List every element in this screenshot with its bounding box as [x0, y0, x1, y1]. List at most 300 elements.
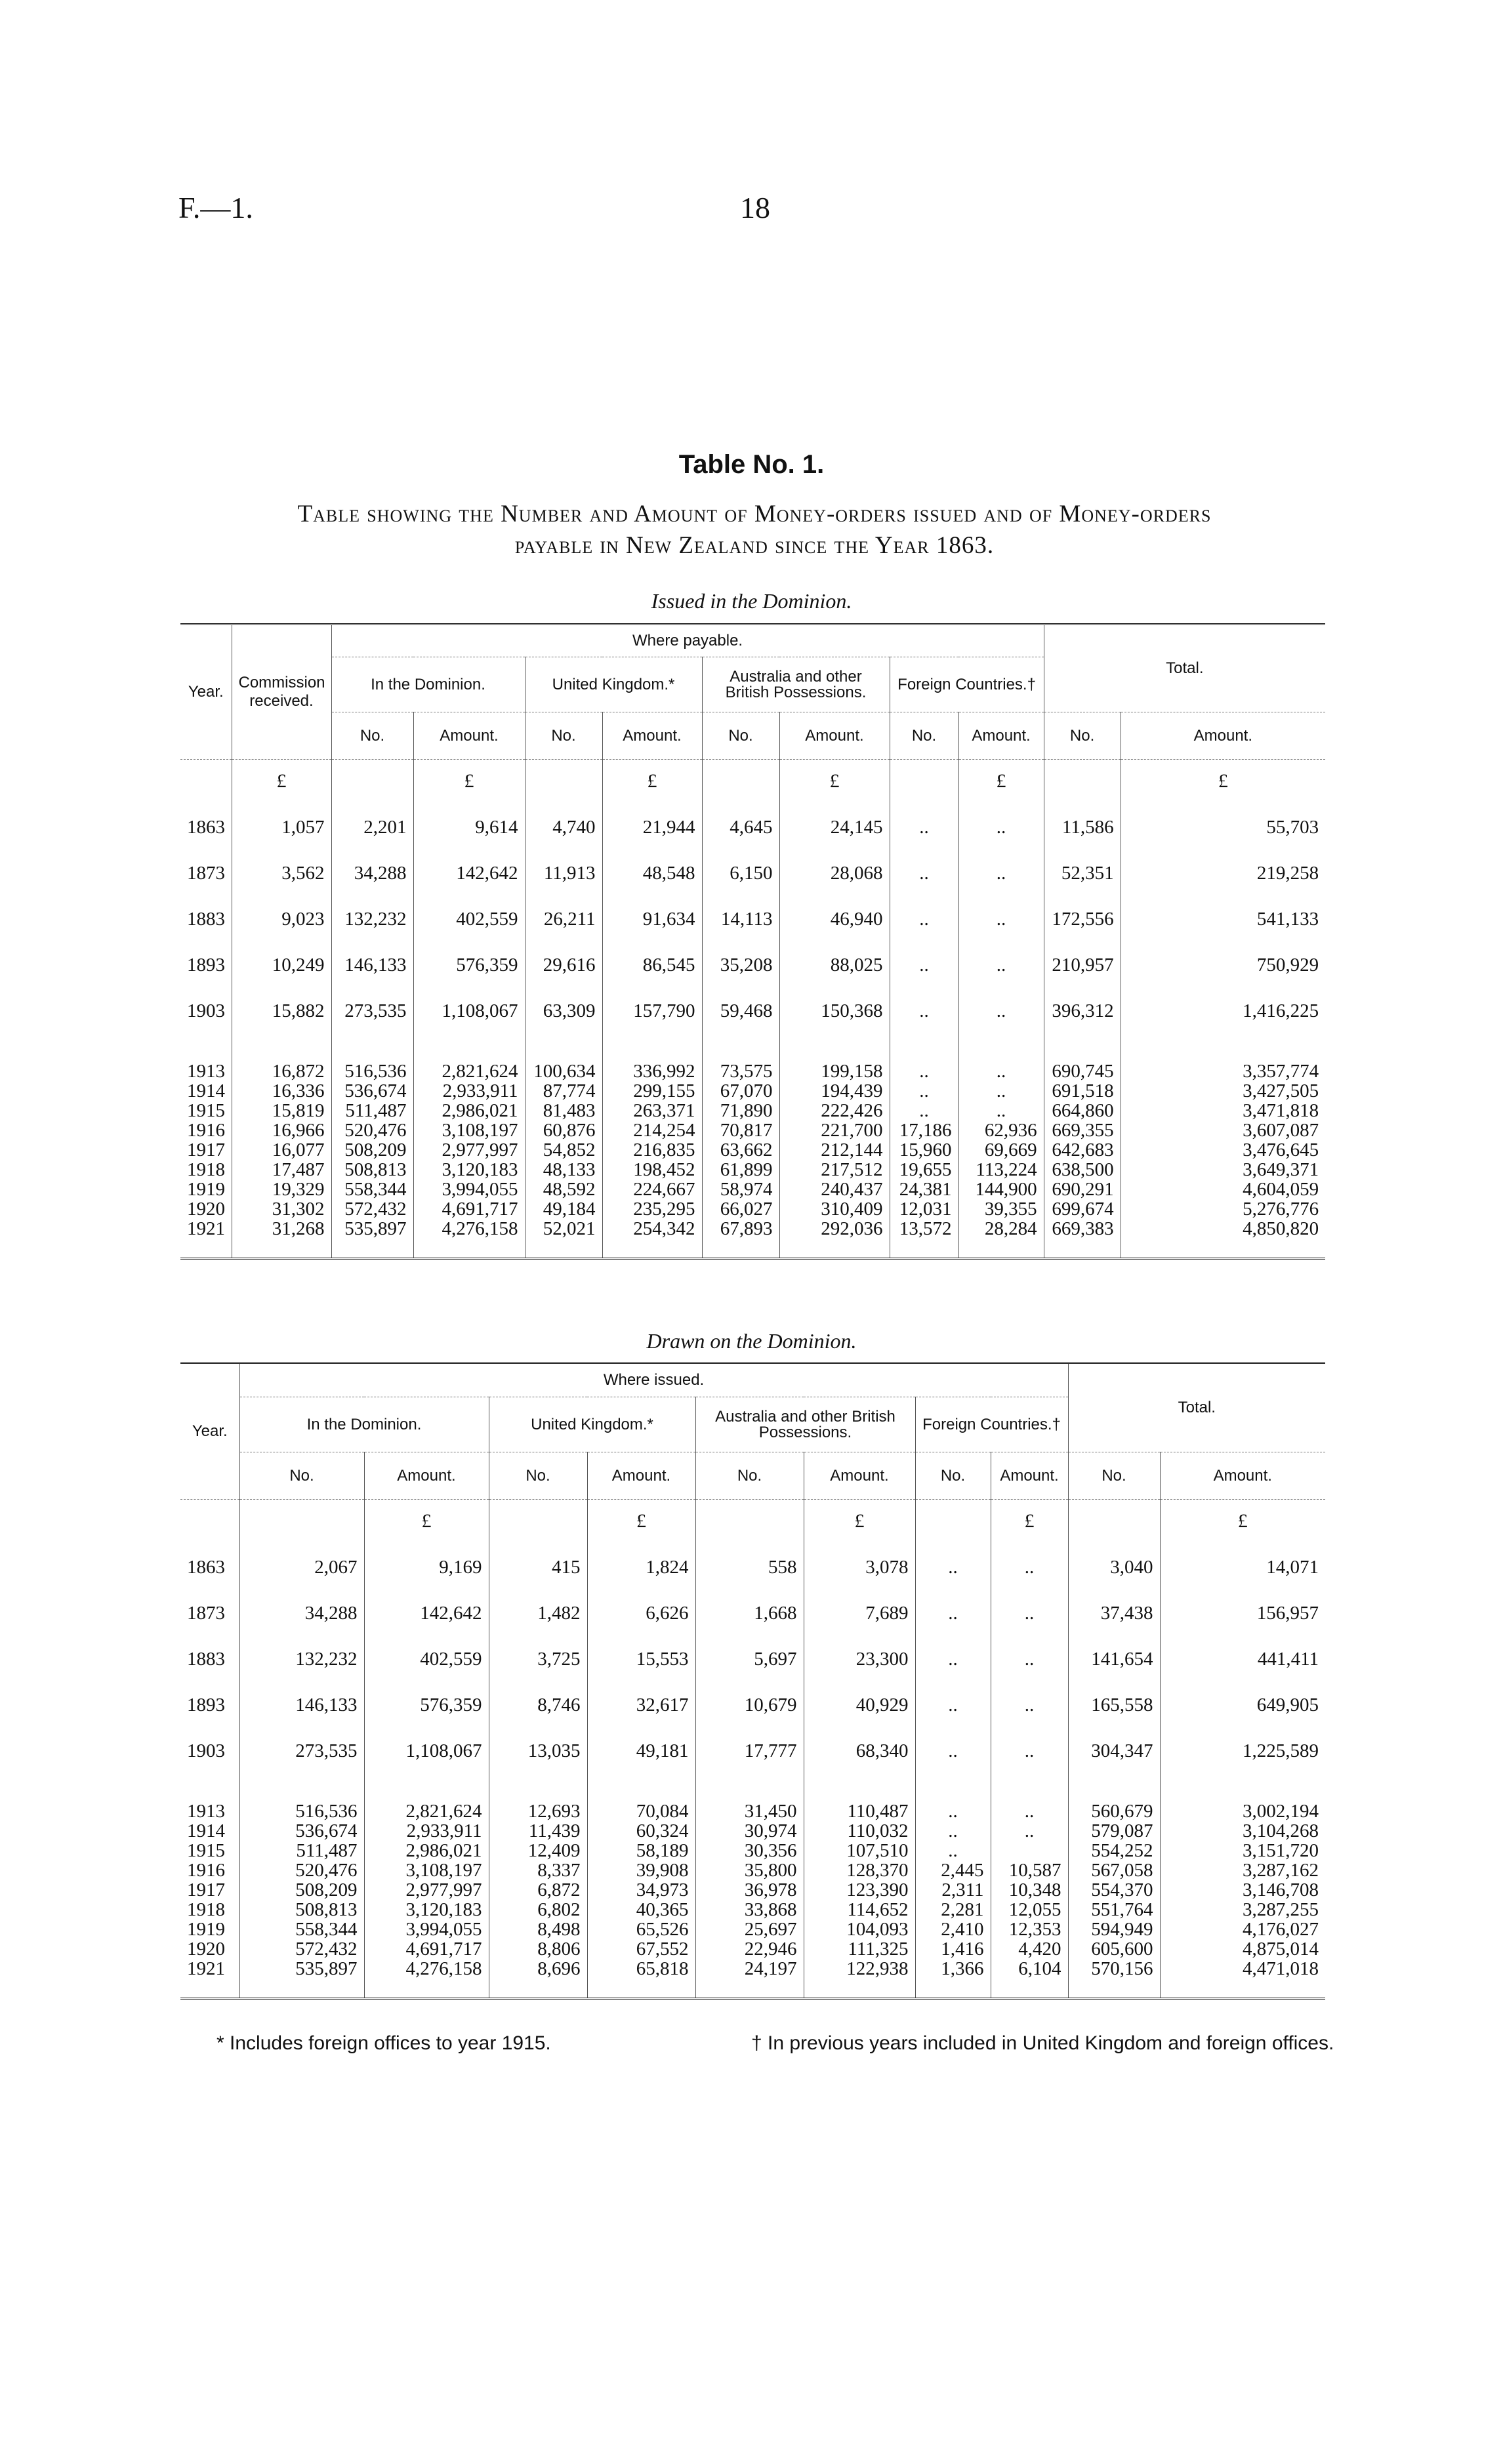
value-cell: 58,189: [587, 1841, 695, 1860]
value-cell: 3,562: [232, 838, 331, 884]
value-cell: 511,487: [331, 1101, 413, 1120]
pound-sign: £: [232, 760, 331, 793]
value-cell: 3,649,371: [1243, 1160, 1319, 1180]
table-row: [180, 1670, 1325, 1716]
value-cell: 299,155: [602, 1081, 702, 1101]
value-cell: 15,819: [232, 1101, 331, 1120]
no-header: No.: [890, 712, 958, 760]
value-cell: 4,604,059: [1243, 1180, 1319, 1199]
value-cell: 11,439: [489, 1821, 587, 1841]
drawn-table: [180, 1362, 1325, 2000]
value-cell: ..: [958, 1022, 1044, 1081]
value-cell: 520,476: [331, 1120, 413, 1140]
value-cell: ..: [915, 1821, 991, 1841]
value-cell: 560,679: [1068, 1762, 1160, 1821]
value-cell: 91,634: [602, 884, 702, 930]
value-cell: 699,674: [1044, 1199, 1121, 1219]
value-cell: 25,697: [695, 1920, 804, 1939]
value-cell: 22,946: [695, 1939, 804, 1959]
value-cell: 12,353: [991, 1920, 1068, 1939]
no-header: No.: [489, 1452, 587, 1500]
value-cell: 536,674: [331, 1081, 413, 1101]
value-cell: ..: [991, 1624, 1068, 1670]
value-cell: ..: [958, 792, 1044, 838]
page-number: 18: [740, 191, 770, 224]
value-cell: 570,156: [1068, 1959, 1160, 1979]
value-cell: 1,108,067: [413, 976, 525, 1022]
year-cell: 1919: [180, 1180, 232, 1199]
value-cell: 48,548: [602, 838, 702, 884]
year-cell: 1921: [180, 1219, 232, 1239]
table-row: [180, 792, 1325, 838]
value-cell: 32,617: [587, 1670, 695, 1716]
value-cell: 579,087: [1068, 1821, 1160, 1841]
value-cell: 6,104: [991, 1959, 1068, 1979]
table-row: [180, 1841, 1325, 1860]
value-cell: 63,309: [525, 976, 602, 1022]
pound-sign: £: [1218, 770, 1228, 792]
in-dominion-header: In the Dominion.: [331, 657, 525, 712]
value-cell: 86,545: [602, 930, 702, 976]
value-cell: 750,929: [1256, 955, 1319, 975]
value-cell: 49,184: [525, 1199, 602, 1219]
value-cell: 141,654: [1068, 1624, 1160, 1670]
value-cell: ..: [991, 1762, 1068, 1821]
value-cell: 3,287,162: [1243, 1860, 1319, 1880]
value-cell: 7,689: [804, 1578, 915, 1624]
year-cell: 1883: [180, 1624, 239, 1670]
value-cell: 669,383: [1044, 1219, 1121, 1239]
value-cell: 10,679: [695, 1670, 804, 1716]
value-cell: 23,300: [804, 1624, 915, 1670]
amount-header: Amount.: [364, 1452, 489, 1500]
table-row: [180, 1101, 1325, 1120]
value-cell: 17,777: [695, 1716, 804, 1762]
no-header: No.: [702, 712, 779, 760]
value-cell: 2,933,911: [413, 1081, 525, 1101]
table-title-line-2: payable in New Zealand since the Year 1863.: [514, 532, 995, 559]
value-cell: 336,992: [602, 1022, 702, 1081]
value-cell: 1,225,589: [1243, 1740, 1319, 1761]
value-cell: 1,416: [915, 1939, 991, 1959]
value-cell: 638,500: [1044, 1160, 1121, 1180]
value-cell: 24,197: [695, 1959, 804, 1979]
value-cell: ..: [915, 1716, 991, 1762]
value-cell: 235,295: [602, 1199, 702, 1219]
value-cell: 46,940: [779, 884, 890, 930]
year-header: Year.: [180, 625, 232, 760]
value-cell: 2,986,021: [364, 1841, 489, 1860]
value-cell: 55,703: [1266, 817, 1319, 838]
table-row: [180, 1821, 1325, 1841]
no-header: No.: [915, 1452, 991, 1500]
amount-header: Amount.: [1193, 726, 1253, 745]
value-cell: 36,978: [695, 1880, 804, 1900]
value-cell: 6,150: [702, 838, 779, 884]
value-cell: 222,426: [779, 1101, 890, 1120]
value-cell: 402,559: [413, 884, 525, 930]
pound-sign: £: [587, 1500, 695, 1533]
year-header: Year.: [180, 1363, 239, 1500]
no-header: No.: [1044, 712, 1121, 760]
year-cell: 1918: [180, 1160, 232, 1180]
value-cell: 576,359: [364, 1670, 489, 1716]
value-cell: 2,933,911: [364, 1821, 489, 1841]
value-cell: [991, 1841, 1068, 1860]
value-cell: 572,432: [239, 1939, 364, 1959]
value-cell: 31,268: [232, 1219, 331, 1239]
value-cell: 649,905: [1256, 1694, 1319, 1715]
year-cell: 1915: [180, 1101, 232, 1120]
value-cell: 100,634: [525, 1022, 602, 1081]
value-cell: ..: [958, 884, 1044, 930]
value-cell: 605,600: [1068, 1939, 1160, 1959]
value-cell: 9,614: [413, 792, 525, 838]
value-cell: ..: [890, 1022, 958, 1081]
table-row: [180, 1081, 1325, 1101]
where-payable-header: Where payable.: [331, 625, 1044, 657]
value-cell: 165,558: [1068, 1670, 1160, 1716]
value-cell: ..: [991, 1532, 1068, 1578]
value-cell: 16,872: [232, 1022, 331, 1081]
value-cell: 219,258: [1256, 863, 1319, 884]
value-cell: 87,774: [525, 1081, 602, 1101]
value-cell: ..: [890, 930, 958, 976]
pound-sign: £: [602, 760, 702, 793]
year-cell: 1917: [180, 1140, 232, 1160]
value-cell: ..: [890, 1101, 958, 1120]
value-cell: 12,055: [991, 1900, 1068, 1920]
value-cell: 59,468: [702, 976, 779, 1022]
value-cell: 4,645: [702, 792, 779, 838]
value-cell: 21,944: [602, 792, 702, 838]
value-cell: 110,487: [804, 1762, 915, 1821]
value-cell: 3,120,183: [413, 1160, 525, 1180]
value-cell: ..: [915, 1841, 991, 1860]
value-cell: 132,232: [239, 1624, 364, 1670]
table-number: Table No. 1.: [678, 450, 825, 479]
value-cell: 2,311: [915, 1880, 991, 1900]
table-row: [180, 1219, 1325, 1239]
value-cell: 224,667: [602, 1180, 702, 1199]
no-header: No.: [525, 712, 602, 760]
value-cell: 6,802: [489, 1900, 587, 1920]
value-cell: 2,821,624: [413, 1022, 525, 1081]
table-row: [180, 1578, 1325, 1624]
value-cell: 123,390: [804, 1880, 915, 1900]
value-cell: 28,284: [958, 1219, 1044, 1239]
value-cell: 3,427,505: [1243, 1081, 1319, 1101]
year-cell: 1916: [180, 1120, 232, 1140]
table-row: [180, 1860, 1325, 1880]
value-cell: 4,176,027: [1243, 1920, 1319, 1939]
issued-table: [180, 623, 1325, 1260]
year-cell: 1863: [180, 1532, 239, 1578]
no-header: No.: [239, 1452, 364, 1500]
value-cell: 194,439: [779, 1081, 890, 1101]
value-cell: 16,336: [232, 1081, 331, 1101]
value-cell: 3,078: [804, 1532, 915, 1578]
value-cell: 29,616: [525, 930, 602, 976]
table-row: [180, 1199, 1325, 1219]
value-cell: 142,642: [364, 1578, 489, 1624]
value-cell: 62,936: [958, 1120, 1044, 1140]
value-cell: 3,108,197: [364, 1860, 489, 1880]
value-cell: ..: [958, 976, 1044, 1022]
value-cell: 516,536: [331, 1022, 413, 1081]
value-cell: ..: [890, 792, 958, 838]
year-cell: 1913: [180, 1762, 239, 1821]
value-cell: 1,482: [489, 1578, 587, 1624]
value-cell: 221,700: [779, 1120, 890, 1140]
value-cell: 12,031: [890, 1199, 958, 1219]
value-cell: 52,021: [525, 1219, 602, 1239]
year-cell: 1863: [180, 792, 232, 838]
amount-header: Amount.: [602, 712, 702, 760]
value-cell: 273,535: [331, 976, 413, 1022]
value-cell: 60,324: [587, 1821, 695, 1841]
value-cell: 132,232: [331, 884, 413, 930]
value-cell: ..: [890, 1081, 958, 1101]
value-cell: 217,512: [779, 1160, 890, 1180]
value-cell: 157,790: [602, 976, 702, 1022]
value-cell: 441,411: [1257, 1649, 1319, 1670]
year-cell: 1914: [180, 1821, 239, 1841]
value-cell: 554,252: [1068, 1841, 1160, 1860]
value-cell: 5,697: [695, 1624, 804, 1670]
value-cell: 70,084: [587, 1762, 695, 1821]
value-cell: 415: [489, 1532, 587, 1578]
value-cell: 65,526: [587, 1920, 695, 1939]
value-cell: 1,366: [915, 1959, 991, 1979]
value-cell: ..: [890, 838, 958, 884]
value-cell: 111,325: [804, 1939, 915, 1959]
value-cell: 8,746: [489, 1670, 587, 1716]
year-cell: 1903: [180, 1716, 239, 1762]
value-cell: 554,370: [1068, 1880, 1160, 1900]
issued-section-caption: Issued in the Dominion.: [651, 589, 852, 613]
value-cell: 24,145: [779, 792, 890, 838]
value-cell: 2,201: [331, 792, 413, 838]
value-cell: 48,133: [525, 1160, 602, 1180]
value-cell: 2,977,997: [364, 1880, 489, 1900]
value-cell: 3,607,087: [1243, 1120, 1319, 1140]
value-cell: 310,409: [779, 1199, 890, 1219]
drawn-section-caption: Drawn on the Dominion.: [646, 1329, 857, 1353]
value-cell: 216,835: [602, 1140, 702, 1160]
total-header: Total.: [1068, 1363, 1325, 1452]
year-cell: 1913: [180, 1022, 232, 1081]
value-cell: 73,575: [702, 1022, 779, 1081]
footnote-previous-years: † In previous years included in United Kingdom and foreign offices.: [751, 2032, 1334, 2054]
year-cell: 1918: [180, 1900, 239, 1920]
value-cell: 3,725: [489, 1624, 587, 1670]
year-cell: 1893: [180, 930, 232, 976]
value-cell: 28,068: [779, 838, 890, 884]
value-cell: 3,108,197: [413, 1120, 525, 1140]
no-header: No.: [331, 712, 413, 760]
value-cell: ..: [958, 1101, 1044, 1120]
table-row: [180, 1716, 1325, 1762]
value-cell: ..: [991, 1716, 1068, 1762]
value-cell: 61,899: [702, 1160, 779, 1180]
value-cell: 2,067: [239, 1532, 364, 1578]
value-cell: 558,344: [331, 1180, 413, 1199]
value-cell: 16,077: [232, 1140, 331, 1160]
value-cell: ..: [991, 1670, 1068, 1716]
value-cell: 8,696: [489, 1959, 587, 1979]
value-cell: 14,071: [1266, 1557, 1319, 1578]
value-cell: 13,572: [890, 1219, 958, 1239]
value-cell: 66,027: [702, 1199, 779, 1219]
pound-sign: £: [958, 760, 1044, 793]
table-row: [180, 1762, 1325, 1821]
value-cell: 642,683: [1044, 1140, 1121, 1160]
value-cell: 4,276,158: [364, 1959, 489, 1979]
no-header: No.: [695, 1452, 804, 1500]
value-cell: 1,668: [695, 1578, 804, 1624]
value-cell: 34,288: [331, 838, 413, 884]
year-cell: 1917: [180, 1880, 239, 1900]
value-cell: 12,409: [489, 1841, 587, 1860]
value-cell: 69,669: [958, 1140, 1044, 1160]
amount-header: Amount.: [413, 712, 525, 760]
value-cell: 156,957: [1256, 1603, 1319, 1624]
value-cell: 107,510: [804, 1841, 915, 1860]
value-cell: 54,852: [525, 1140, 602, 1160]
value-cell: 664,860: [1044, 1101, 1121, 1120]
year-cell: 1920: [180, 1939, 239, 1959]
pound-sign: £: [991, 1500, 1068, 1533]
commission-header: Commission received.: [232, 625, 331, 760]
value-cell: 67,893: [702, 1219, 779, 1239]
pound-sign: £: [804, 1500, 915, 1533]
value-cell: 15,553: [587, 1624, 695, 1670]
value-cell: 263,371: [602, 1101, 702, 1120]
value-cell: ..: [958, 838, 1044, 884]
value-cell: 3,002,194: [1243, 1801, 1319, 1821]
value-cell: 16,966: [232, 1120, 331, 1140]
value-cell: 13,035: [489, 1716, 587, 1762]
foreign-countries-header: Foreign Countries.†: [890, 657, 1044, 712]
value-cell: 396,312: [1044, 976, 1121, 1022]
value-cell: 558: [695, 1532, 804, 1578]
australia-header: Australia and other British Possessions.: [702, 657, 890, 712]
value-cell: 58,974: [702, 1180, 779, 1199]
year-cell: 1903: [180, 976, 232, 1022]
value-cell: 24,381: [890, 1180, 958, 1199]
value-cell: 4,875,014: [1243, 1939, 1319, 1959]
value-cell: 2,977,997: [413, 1140, 525, 1160]
value-cell: 33,868: [695, 1900, 804, 1920]
value-cell: 14,113: [702, 884, 779, 930]
value-cell: 26,211: [525, 884, 602, 930]
value-cell: 3,104,268: [1243, 1821, 1319, 1841]
value-cell: ..: [958, 930, 1044, 976]
amount-header: Amount.: [804, 1452, 915, 1500]
value-cell: 4,276,158: [413, 1219, 525, 1239]
value-cell: 172,556: [1044, 884, 1121, 930]
value-cell: 6,872: [489, 1880, 587, 1900]
value-cell: 535,897: [239, 1959, 364, 1979]
year-cell: 1921: [180, 1959, 239, 1979]
value-cell: 8,337: [489, 1860, 587, 1880]
value-cell: 508,813: [331, 1160, 413, 1180]
value-cell: 15,882: [232, 976, 331, 1022]
pound-sign: £: [779, 760, 890, 793]
value-cell: 2,445: [915, 1860, 991, 1880]
value-cell: 576,359: [413, 930, 525, 976]
value-cell: 34,288: [239, 1578, 364, 1624]
value-cell: 3,120,183: [364, 1900, 489, 1920]
value-cell: 31,450: [695, 1762, 804, 1821]
australia-header: Australia and other British Possessions.: [695, 1397, 915, 1452]
total-header: Total.: [1044, 625, 1325, 712]
value-cell: 558,344: [239, 1920, 364, 1939]
value-cell: 508,209: [239, 1880, 364, 1900]
value-cell: 254,342: [602, 1219, 702, 1239]
value-cell: 30,356: [695, 1841, 804, 1860]
value-cell: 49,181: [587, 1716, 695, 1762]
table-row: [180, 1160, 1325, 1180]
value-cell: 198,452: [602, 1160, 702, 1180]
value-cell: 669,355: [1044, 1120, 1121, 1140]
value-cell: 516,536: [239, 1762, 364, 1821]
value-cell: 535,897: [331, 1219, 413, 1239]
table-row: [180, 976, 1325, 1022]
value-cell: 11,913: [525, 838, 602, 884]
value-cell: 691,518: [1044, 1081, 1121, 1101]
value-cell: 572,432: [331, 1199, 413, 1219]
value-cell: 292,036: [779, 1219, 890, 1239]
value-cell: 567,058: [1068, 1860, 1160, 1880]
value-cell: 4,420: [991, 1939, 1068, 1959]
value-cell: 690,745: [1044, 1022, 1121, 1081]
value-cell: 690,291: [1044, 1180, 1121, 1199]
value-cell: 4,691,717: [413, 1199, 525, 1219]
value-cell: 2,281: [915, 1900, 991, 1920]
value-cell: 3,040: [1068, 1532, 1160, 1578]
value-cell: ..: [915, 1670, 991, 1716]
value-cell: 10,587: [991, 1860, 1068, 1880]
value-cell: ..: [991, 1821, 1068, 1841]
table-row: [180, 1900, 1325, 1920]
value-cell: 214,254: [602, 1120, 702, 1140]
value-cell: 48,592: [525, 1180, 602, 1199]
table-row: [180, 838, 1325, 884]
value-cell: 70,817: [702, 1120, 779, 1140]
value-cell: 3,994,055: [413, 1180, 525, 1199]
table-row: [180, 1920, 1325, 1939]
value-cell: ..: [890, 976, 958, 1022]
amount-header: Amount.: [1213, 1466, 1272, 1485]
value-cell: 2,986,021: [413, 1101, 525, 1120]
value-cell: 122,938: [804, 1959, 915, 1979]
value-cell: 128,370: [804, 1860, 915, 1880]
value-cell: 40,929: [804, 1670, 915, 1716]
value-cell: 10,348: [991, 1880, 1068, 1900]
value-cell: ..: [890, 884, 958, 930]
value-cell: ..: [991, 1578, 1068, 1624]
value-cell: 67,070: [702, 1081, 779, 1101]
document-code: F.—1.: [178, 191, 253, 224]
value-cell: 142,642: [413, 838, 525, 884]
value-cell: 3,146,708: [1243, 1880, 1319, 1900]
table-row: [180, 884, 1325, 930]
value-cell: 35,800: [695, 1860, 804, 1880]
table-row: [180, 1022, 1325, 1081]
value-cell: 508,813: [239, 1900, 364, 1920]
